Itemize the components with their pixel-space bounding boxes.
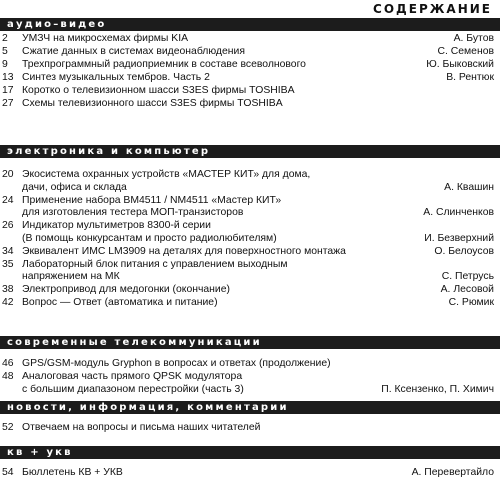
page-number: 9 bbox=[2, 58, 8, 70]
entry-title-line bbox=[22, 358, 494, 371]
entry-title-line bbox=[22, 207, 494, 220]
entry-title-line bbox=[22, 46, 494, 59]
page-number: 52 bbox=[2, 422, 14, 433]
toc-entry[interactable] bbox=[0, 169, 500, 194]
entry-title: Коротко о телевизионном шасси S3ES фирмы TOSHIBA bbox=[22, 84, 295, 96]
entry-title-line bbox=[22, 284, 494, 297]
entry-author: Ю. Быковский bbox=[426, 58, 494, 70]
entry-title-line bbox=[22, 371, 494, 384]
entry-title: Электропривод для медогонки (окончание) bbox=[22, 284, 230, 295]
toc-entry[interactable] bbox=[0, 467, 500, 480]
page-number: 48 bbox=[2, 371, 14, 382]
entry-title: Сжатие данных в системах видеонаблюдения bbox=[22, 45, 245, 57]
entry-author: А. Квашин bbox=[444, 181, 494, 193]
entry-title: для изготовления тестера МОП-транзисторов bbox=[22, 207, 244, 219]
section-heading: новости, информация, комментарии bbox=[0, 401, 500, 414]
toc-entry[interactable] bbox=[0, 85, 500, 98]
page-number: 2 bbox=[2, 33, 8, 44]
entry-title: GPS/GSM-модуль Gryphon в вопросах и ответах (продолжение) bbox=[22, 358, 331, 369]
toc-entry[interactable] bbox=[0, 59, 500, 72]
page-number: 46 bbox=[2, 358, 14, 369]
toc-section bbox=[0, 401, 500, 433]
page-title: СОДЕРЖАНИЕ bbox=[373, 2, 492, 16]
entry-title: с большим диапазоном перестройки (часть 3) bbox=[22, 383, 244, 395]
entry-author: И. Безверхний bbox=[424, 232, 494, 244]
entry-title-line bbox=[22, 85, 494, 98]
entry-title: Эквивалент ИМС LM3909 на деталях для поверхностного монтажа bbox=[22, 245, 346, 257]
toc-entry[interactable] bbox=[0, 371, 500, 396]
entry-title-line bbox=[22, 220, 494, 233]
page-number: 35 bbox=[2, 258, 14, 270]
toc-section bbox=[0, 145, 500, 308]
toc-entry[interactable] bbox=[0, 46, 500, 59]
toc-section bbox=[0, 336, 500, 395]
entry-title: Бюллетень КВ + УКВ bbox=[22, 467, 123, 478]
entry-author: А. Перевертайло bbox=[411, 467, 494, 478]
entry-title: Лабораторный блок питания с управлением выходным bbox=[22, 258, 288, 270]
entry-author: С. Рюмик bbox=[448, 297, 494, 308]
page-number: 26 bbox=[2, 220, 14, 231]
entry-title: Схемы телевизионного шасси S3ES фирмы TOSHIBA bbox=[22, 97, 283, 109]
page-number: 17 bbox=[2, 84, 14, 96]
entry-title-line bbox=[22, 271, 494, 284]
entry-title: Отвечаем на вопросы и письма наших читателей bbox=[22, 422, 261, 433]
page-number: 54 bbox=[2, 467, 14, 478]
page-number: 24 bbox=[2, 194, 14, 206]
entry-title: УМЗЧ на микросхемах фирмы KIA bbox=[22, 33, 189, 44]
entry-title: (В помощь конкурсантам и просто радиолюбителям) bbox=[22, 232, 277, 244]
entry-title: дачи, офиса и склада bbox=[22, 181, 127, 193]
page-number: 38 bbox=[2, 284, 14, 295]
toc-entry[interactable] bbox=[0, 422, 500, 435]
entry-author: С. Семенов bbox=[437, 45, 494, 57]
entry-title-line bbox=[22, 33, 494, 46]
entry-author: О. Белоусов bbox=[434, 245, 494, 257]
toc-entry[interactable] bbox=[0, 297, 500, 310]
entry-title-line bbox=[22, 169, 494, 182]
entry-title: Аналоговая часть прямого QPSK модулятора bbox=[22, 371, 243, 382]
entry-author: А. Бутов bbox=[453, 33, 494, 44]
entry-title: Экосистема охранных устройств «МАСТЕР КИТ» для дома, bbox=[22, 169, 311, 180]
page-number: 42 bbox=[2, 297, 14, 308]
entry-title-line bbox=[22, 59, 494, 72]
entry-title: Вопрос — Ответ (автоматика и питание) bbox=[22, 297, 218, 308]
page-number: 27 bbox=[2, 97, 14, 109]
entry-title: Синтез музыкальных тембров. Часть 2 bbox=[22, 71, 210, 83]
entry-title: Применение набора BM4511 / NM4511 «Мастер КИТ» bbox=[22, 194, 282, 206]
toc-entry[interactable] bbox=[0, 246, 500, 259]
entry-title: Трехпрограммный радиоприемник в составе всеволнового bbox=[22, 58, 306, 70]
entry-title-line bbox=[22, 233, 494, 246]
entry-title-line bbox=[22, 182, 494, 195]
entry-author: А. Слинченков bbox=[423, 207, 494, 219]
toc-entry[interactable] bbox=[0, 98, 500, 111]
entry-title-line bbox=[22, 72, 494, 85]
entry-title-line bbox=[22, 259, 494, 272]
toc-entry[interactable] bbox=[0, 33, 500, 46]
entry-title-line bbox=[22, 98, 494, 111]
entry-title-line bbox=[22, 384, 494, 397]
entry-title: Индикатор мультиметров 8300-й серии bbox=[22, 220, 211, 231]
toc-entry[interactable] bbox=[0, 259, 500, 284]
page-number: 13 bbox=[2, 71, 14, 83]
toc-entry[interactable] bbox=[0, 72, 500, 85]
toc-entry[interactable] bbox=[0, 358, 500, 371]
section-heading: электроника и компьютер bbox=[0, 145, 500, 158]
page-number: 20 bbox=[2, 169, 14, 180]
toc-section bbox=[0, 18, 500, 109]
entry-title-line bbox=[22, 246, 494, 259]
page-number: 34 bbox=[2, 245, 14, 257]
entry-title-line bbox=[22, 422, 494, 435]
entry-author: П. Ксензенко, П. Химич bbox=[381, 383, 494, 395]
toc-entry[interactable] bbox=[0, 220, 500, 245]
entry-author: А. Лесовой bbox=[440, 284, 494, 295]
section-heading: кв + укв bbox=[0, 446, 500, 459]
entry-title-line bbox=[22, 467, 494, 480]
toc-section bbox=[0, 446, 500, 478]
section-heading: современные телекоммуникации bbox=[0, 336, 500, 349]
section-heading: аудио–видео bbox=[0, 18, 500, 31]
toc-entry[interactable] bbox=[0, 195, 500, 220]
entry-author: В. Рентюк bbox=[446, 71, 494, 83]
entry-author: С. Петрусь bbox=[441, 271, 494, 283]
entry-title-line bbox=[22, 195, 494, 208]
entry-title-line bbox=[22, 297, 494, 310]
page-number: 5 bbox=[2, 45, 8, 57]
entry-title: напряжением на МК bbox=[22, 271, 120, 283]
toc-entry[interactable] bbox=[0, 284, 500, 297]
